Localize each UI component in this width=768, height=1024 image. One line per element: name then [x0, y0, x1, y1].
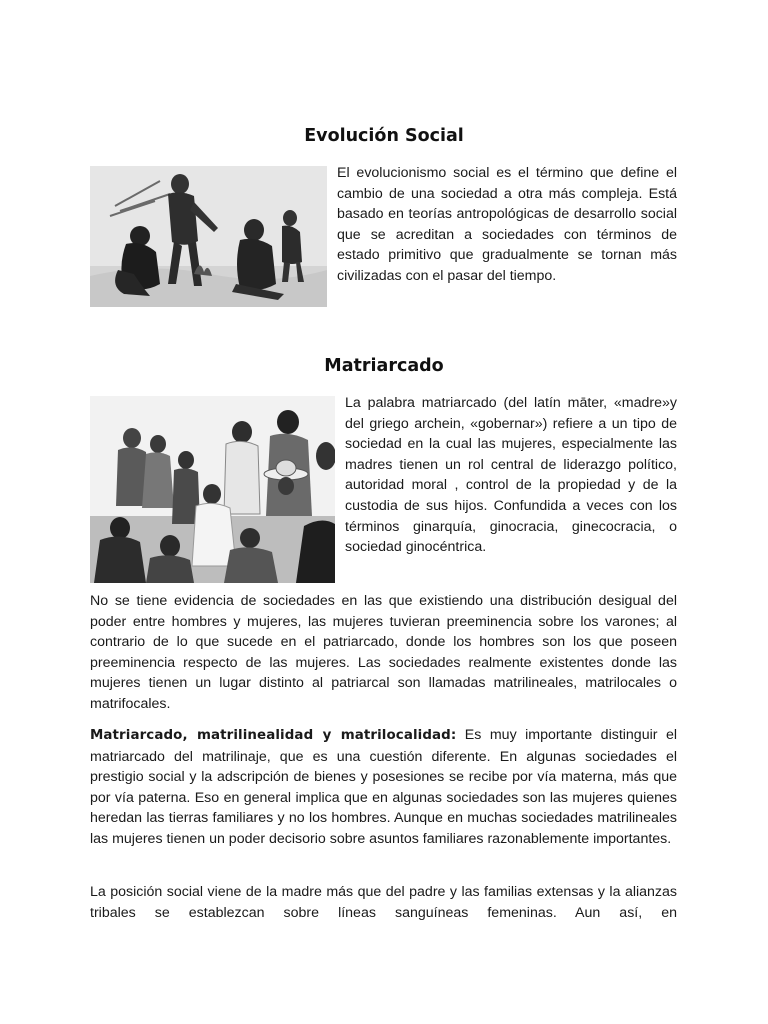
indigenous-women-photo: [90, 396, 335, 583]
evolucion-social-paragraph: El evolucionismo social es el término que define el cambio de una sociedad a otra más compleja. Está basado en teorías antropológicas de desarrollo social que se acreditan a sociedades con términos de estado primitivo que gradualmente se tornan más civilizadas con el pasar del tiempo.: [337, 165, 677, 284]
heading-evolucion-social: Evolución Social: [304, 126, 464, 146]
heading-matriarcado: Matriarcado: [324, 356, 444, 376]
matriarcado-paragraph-2: [90, 725, 677, 850]
matriarcado-intro-paragraph: La palabra matriarcado (del latín māter, «madre»y del griego archein, «gobernar») refiere a un tipo de sociedad en la cual las mujeres, especialmente las madres tienen un rol central de liderazgo político, autoridad moral , control de la propiedad y de la custodia de sus hijos. Confundida a veces con los términos ginarquía, ginocracia, ginecocracia, o sociedad ginocéntrica.: [345, 395, 677, 556]
primitive-figures-illustration: [90, 166, 327, 307]
paragraph-2-body: Es muy importante distinguir el matriarcado del matrilinaje, que es una cuestión diferente. En algunas sociedades el prestigio social y la adscripción de bienes y posesiones se recibe por vía materna, más que por vía paterna. Eso en general implica que en algunas sociedades son las mujeres quienes heredan las tierras familiares y no los hombres. Aunque en muchas sociedades matrilineales las mujeres tienen un poder decisorio sobre asuntos familiares razonablemente importantes.: [90, 727, 677, 847]
matriarcado-paragraph-1: No se tiene evidencia de sociedades en las que existiendo una distribución desigual del poder entre hombres y mujeres, las mujeres tuvieran preeminencia sobre los varones; al contrario de lo que sucede en el patriarcado, donde los hombres son los que poseen preeminencia respecto de las mujeres. Las sociedades realmente existentes donde las mujeres tienen un lugar distinto al patriarcal son llamadas matrilineales, matrilocales o matrifocales.: [90, 593, 677, 712]
matriarcado-paragraph-3: La posición social viene de la madre más que del padre y las familias extensas y la alianzas tribales se establezcan sobre líneas sanguíneas femeninas. Aun así, en: [90, 884, 677, 921]
paragraph-2-bold-lead: Matriarcado, matrilinealidad y matrilocalidad:: [90, 728, 457, 743]
